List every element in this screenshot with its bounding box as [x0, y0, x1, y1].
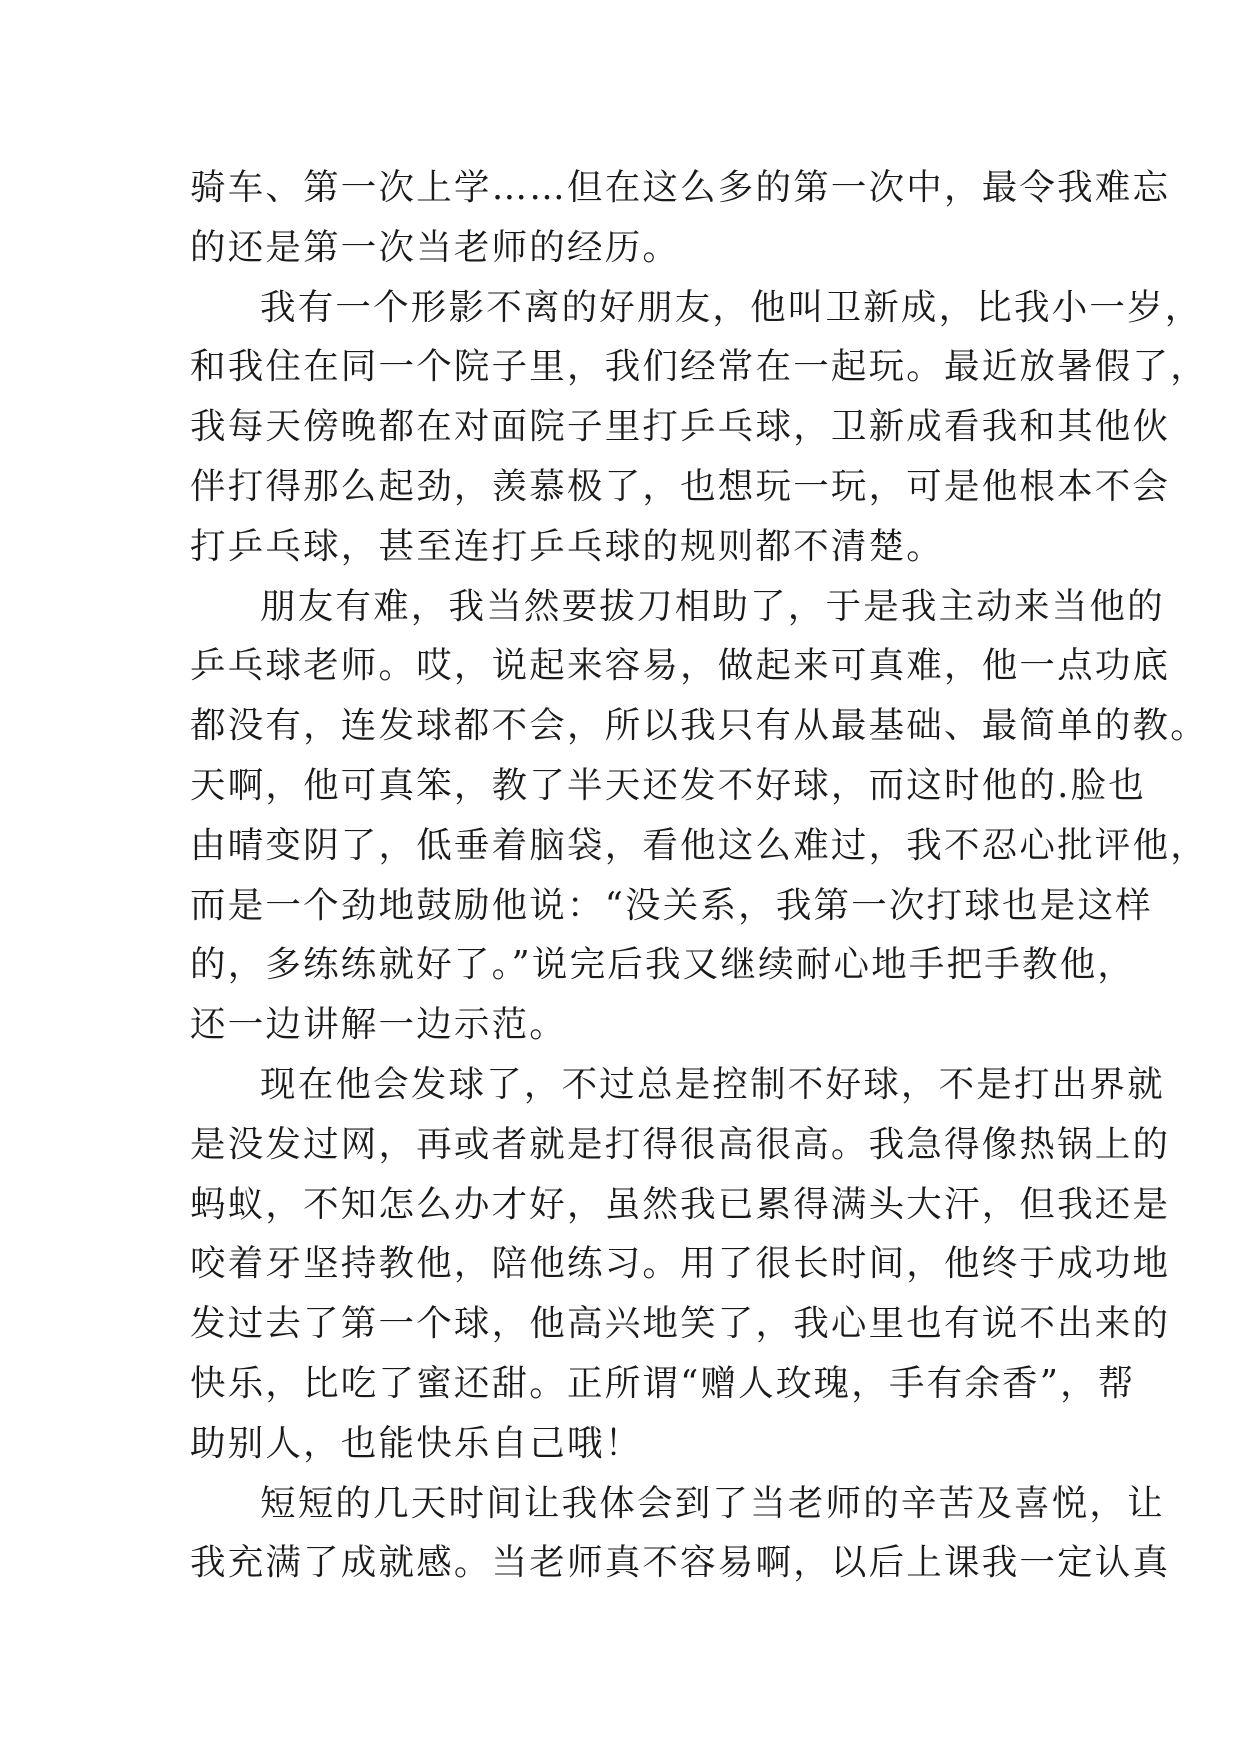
text-line: 是没发过网，再或者就是打得很高很高。我急得像热锅上的	[190, 1123, 1171, 1165]
paragraph-first-line: 我有一个形影不离的好朋友，他叫卫新成，比我小一岁，	[260, 286, 1203, 328]
text-line: 和我住在同一个院子里，我们经常在一起玩。最近放暑假了，	[190, 346, 1208, 388]
text-line: 都没有，连发球都不会，所以我只有从最基础、最简单的教。	[190, 705, 1208, 747]
text-line: 乒乓球老师。哎，说起来容易，做起来可真难，他一点功底	[190, 645, 1171, 687]
text-line: 发过去了第一个球，他高兴地笑了，我心里也有说不出来的	[190, 1303, 1171, 1345]
paragraph-first-line: 短短的几天时间让我体会到了当老师的辛苦及喜悦，让	[260, 1482, 1165, 1524]
text-line: 的还是第一次当老师的经历。	[190, 226, 681, 268]
text-line: 由晴变阴了，低垂着脑袋，看他这么难过，我不忍心批评他，	[190, 824, 1208, 866]
text-line: 助别人，也能快乐自己哦！	[190, 1422, 643, 1464]
text-line: 而是一个劲地鼓励他说：“没关系，我第一次打球也是这样	[190, 884, 1153, 926]
text-line: 蚂蚁，不知怎么办才好，虽然我已累得满头大汗，但我还是	[190, 1183, 1171, 1225]
text-line: 咬着牙坚持教他，陪他练习。用了很长时间，他终于成功地	[190, 1243, 1171, 1285]
text-line: 天啊，他可真笨，教了半天还发不好球，而这时他的.脸也	[190, 764, 1146, 806]
text-line: 打乒乓球，甚至连打乒乓球的规则都不清楚。	[190, 525, 945, 567]
paragraph-first-line: 现在他会发球了，不过总是控制不好球，不是打出界就	[260, 1063, 1165, 1105]
essay-body	[190, 158, 1208, 1593]
text-line: 还一边讲解一边示范。	[190, 1004, 568, 1046]
paragraph-first-line: 朋友有难，我当然要拔刀相助了，于是我主动来当他的	[260, 585, 1165, 627]
text-line: 伴打得那么起劲，羡慕极了，也想玩一玩，可是他根本不会	[190, 465, 1171, 507]
text-line: 的，多练练就好了。”说完后我又继续耐心地手把手教他，	[190, 944, 1136, 986]
text-line: 骑车、第一次上学……但在这么多的第一次中，最令我难忘	[190, 167, 1171, 208]
text-line: 我充满了成就感。当老师真不容易啊，以后上课我一定认真	[190, 1542, 1171, 1584]
text-line: 快乐，比吃了蜜还甜。正所谓“赠人玫瑰，手有余香”，帮	[190, 1362, 1136, 1404]
text-line: 我每天傍晚都在对面院子里打乒乓球，卫新成看我和其他伙	[190, 406, 1171, 448]
